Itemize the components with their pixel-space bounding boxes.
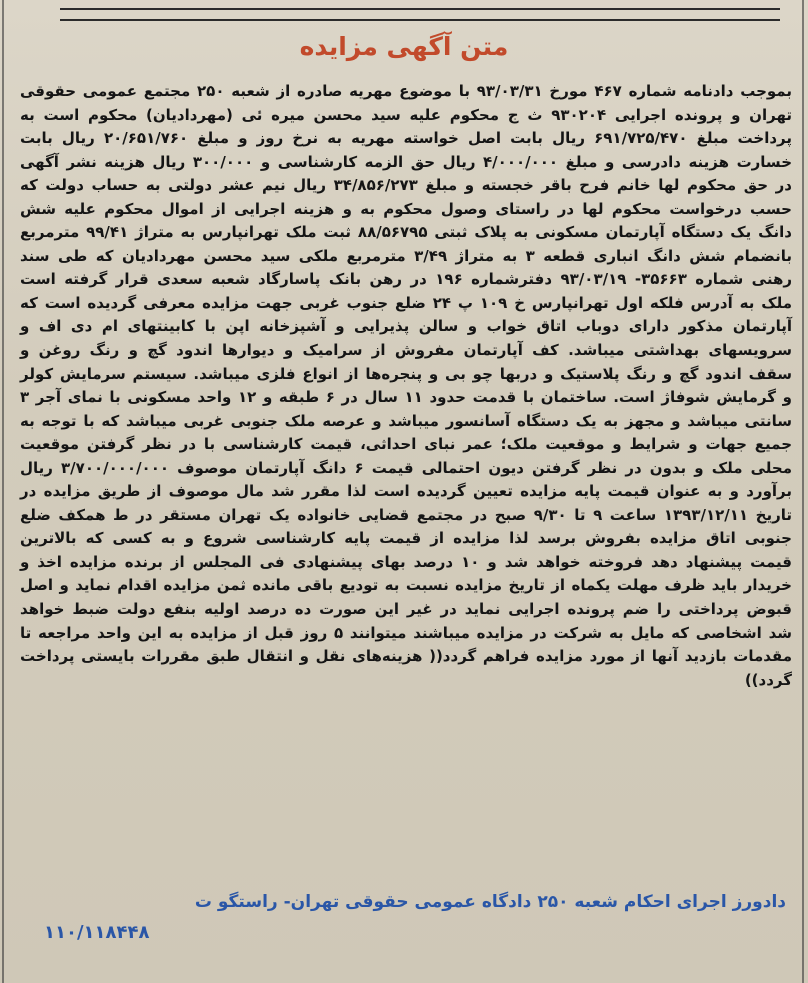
notice-signature: دادورز اجرای احکام شعبه ۲۵۰ دادگاه عمومی حقوقی تهران- راستگو ت xyxy=(194,892,786,912)
notice-code: ۱۱۰/۱۱۸۴۴۸ xyxy=(44,922,150,943)
top-border-rule xyxy=(60,8,780,21)
notice-title: متن آگهی مزایده xyxy=(299,32,509,61)
right-edge-line xyxy=(802,0,804,983)
left-edge-line xyxy=(2,0,4,983)
notice-body: بموجب دادنامه شماره ۴۶۷ مورخ ۹۳/۰۳/۳۱ با موضوع مهریه صادره از شعبه ۲۵۰ مجتمع عمومی حقوقی تهران و پرونده اجرایی ۹۳۰۲۰۴ ث ج محکوم علیه سید محسن میره ئی (مهردادیان) محکوم است به پرداخت مبلغ ۶۹۱/۷۲۵/۴۷۰ ریال بابت اصل خواسته مهریه به نرخ روز و مبلغ ۲۰/۶۵۱/۷۶۰ ریال بابت خسارت هزینه دادرسی و مبلغ ۴/۰۰۰/۰۰۰ ریال حق الزمه کارشناسی و ۳۰۰/۰۰۰ ریال هزینه نشر آگهی در حق محکوم لها خانم فرح باقر خجسته و مبلغ ۳۴/۸۵۶/۲۷۳ ریال نیم عشر دولتی به حساب دولت که حسب درخواست محکوم لها در راستای وصول محکوم به و هزینه اجرایی از اموال محکوم علیه شش دانگ یک دستگاه آپارتمان مسکونی به پلاک ثبتی ۸۸/۵۶۷۹۵ ثبت ملک تهرانپارس به متراژ ۹۹/۴۱ مترمربع بانضمام شش دانگ انباری قطعه ۳ به متراژ ۳/۴۹ مترمربع ملکی سید محسن مهردادیان که طی سند رهنی شماره ۳۵۶۶۳- ۹۳/۰۳/۱۹ دفترشماره ۱۹۶ در رهن بانک پاسارگاد شعبه سعدی قرار گرفته است ملک به آدرس فلکه اول تهرانپارس خ ۱۰۹ پ ۲۴ ضلع جنوب غربی جهت مزایده معرفی گردیده است که آپارتمان مذکور دارای دوباب اتاق خواب و سالن پذیرایی و آشپزخانه اپن با کابینتهای ام دی اف و سرویسهای بهداشتی میباشد. کف آپارتمان مفروش از سرامیک و دیوارها اندود گچ و رنگ روغن و سقف اندود گچ و رنگ پلاستیک و دربها چو بی و پنجره‌ها از انواع فلزی میباشد. سیستم سرمایش کولر و گرمایش شوفاژ است. ساختمان با قدمت حدود ۱۱ سال در ۶ طبقه و ۱۲ واحد مسکونی با نمای آجر ۳ سانتی میباشد و مجهز به یک دستگاه آسانسور میباشد و عرصه ملک جنوبی غربی میباشد که با توجه به جمیع جهات و شرایط و موقعیت ملک؛ عمر نبای احداثی، قیمت کارشناسی با در نظر گرفتن موقعیت محلی ملک و بدون در نظر گرفتن دیون احتمالی قیمت ۶ دانگ آپارتمان موصوف ۳/۷۰۰/۰۰۰/۰۰۰ ریال برآورد و به عنوان قیمت پایه مزایده تعیین گردیده است لذا مقرر شد مال موصوف از طریق مزایده در تاریخ ۱۳۹۳/۱۲/۱۱ ساعت ۹ تا ۹/۳۰ صبح در مجتمع قضایی خانواده یک تهران مستقر در ط همکف ضلع جنوبی اتاق مزایده بفروش برسد لذا مزایده از قیمت پایه کارشناسی شروع و به کسی که بالاترین قیمت پیشنهاد دهد فروخته خواهد شد و ۱۰ درصد بهای پیشنهادی فی المجلس از برنده مزایده اخذ و خریدار باید ظرف مهلت یکماه از تاریخ مزایده نسبت به تودیع باقی مانده ثمن مزایده اقدام نماید و اصل قبوض پرداختی را ضم پرونده اجرایی نماید در غیر این صورت ده درصد اولیه بنفع دولت ضبط خواهد شد اشخاصی که مایل به شرکت در مزایده میباشند میتوانند ۵ روز قبل از مزایده به این واحد مراجعه تا مقدمات بازدید آنها از مورد مزایده فراهم گردد(( هزینه‌های نقل و انتقال طبق مقررات بایستی پرداخت گردد)) xyxy=(20,82,793,689)
